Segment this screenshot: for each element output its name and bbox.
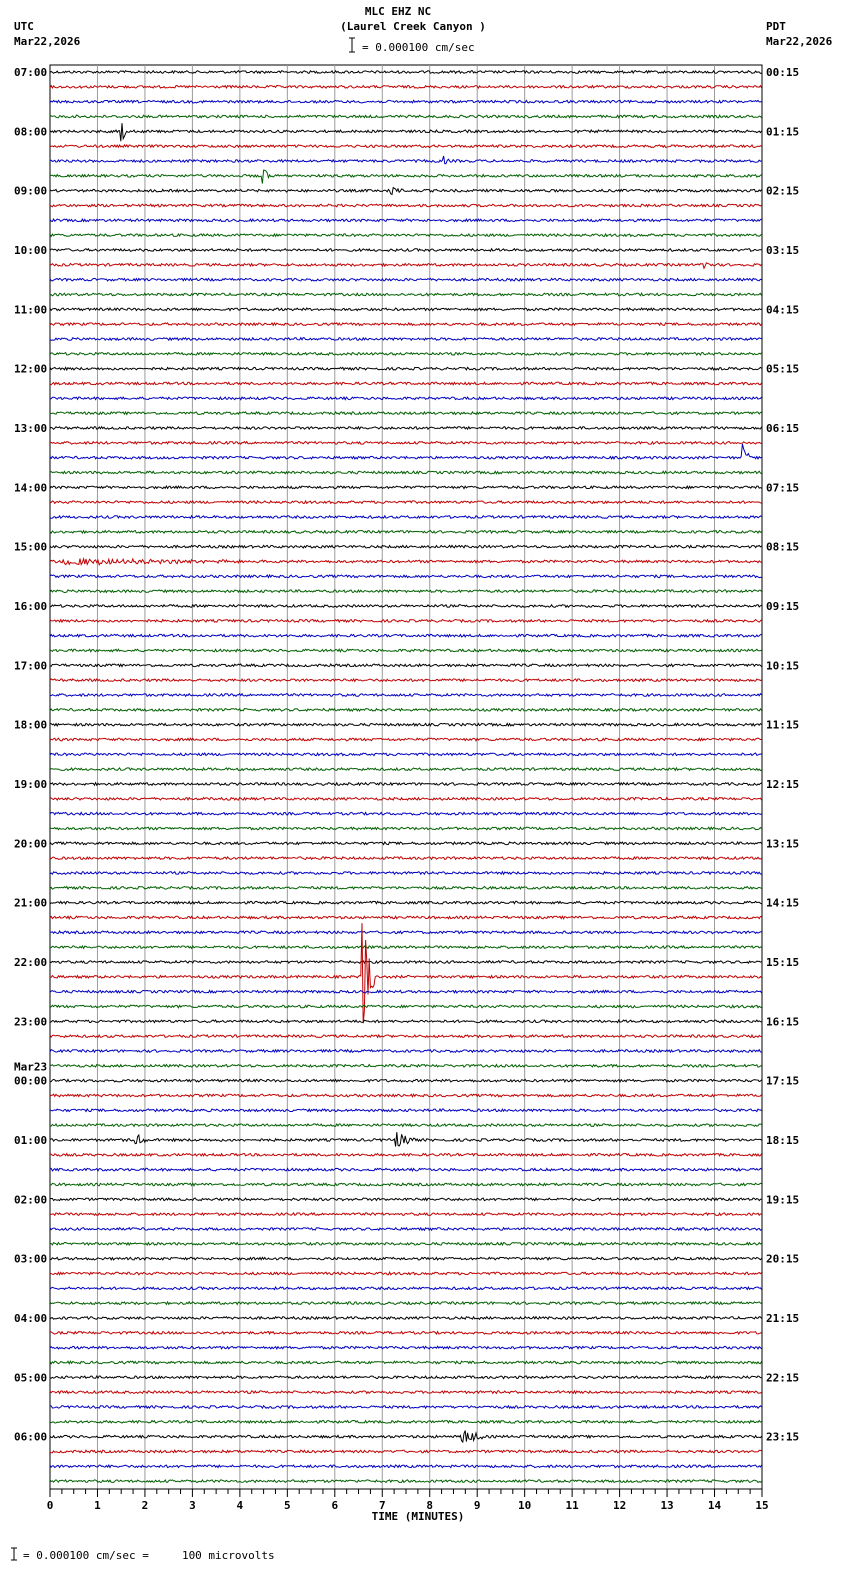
- pdt-hour-label: 06:15: [766, 421, 800, 435]
- x-tick-label: 10: [518, 1499, 532, 1512]
- trace-52: [50, 842, 762, 845]
- utc-hour-label: 12:00: [14, 362, 48, 376]
- trace-47: [50, 768, 762, 771]
- time-axis: [47, 1489, 769, 1512]
- pdt-hour-label: 16:15: [766, 1015, 800, 1029]
- pdt-hour-label: 15:15: [766, 955, 800, 969]
- trace-33: [50, 559, 762, 565]
- x-tick-label: 12: [612, 1499, 627, 1512]
- pdt-hour-label: 20:15: [766, 1252, 800, 1266]
- pdt-hour-label: 08:15: [766, 540, 800, 554]
- pdt-hour-label: 13:15: [766, 837, 800, 851]
- trace-14: [50, 278, 762, 281]
- trace-49: [50, 798, 762, 801]
- trace-40: [50, 664, 762, 667]
- pdt-hour-label: 05:15: [766, 362, 800, 376]
- x-tick-label: 7: [378, 1499, 386, 1512]
- trace-23: [50, 412, 762, 415]
- pdt-hour-label: 18:15: [766, 1133, 800, 1147]
- trace-65: [50, 1035, 762, 1038]
- utc-hour-label: 16:00: [14, 599, 48, 613]
- x-tick-label: 0: [46, 1499, 54, 1512]
- utc-hour-label: 15:00: [14, 540, 48, 554]
- trace-93: [50, 1450, 762, 1453]
- trace-94: [50, 1465, 762, 1468]
- trace-9: [50, 204, 762, 207]
- pdt-hour-label: 14:15: [766, 896, 800, 910]
- pdt-hour-labels: [766, 66, 799, 1444]
- trace-7: [50, 170, 762, 183]
- trace-13: [50, 263, 762, 269]
- pdt-hour-label: 01:15: [766, 125, 800, 139]
- trace-44: [50, 723, 762, 726]
- trace-12: [50, 249, 762, 252]
- trace-28: [50, 486, 762, 489]
- right-timezone: PDT: [766, 20, 786, 33]
- utc-hour-label: 07:00: [14, 66, 48, 79]
- x-tick-label: 13: [660, 1499, 674, 1512]
- trace-41: [50, 679, 762, 682]
- pdt-hour-label: 12:15: [766, 777, 800, 791]
- trace-82: [50, 1287, 762, 1290]
- left-timezone: UTC: [14, 20, 34, 33]
- utc-hour-label: 21:00: [14, 896, 48, 910]
- trace-16: [50, 308, 762, 311]
- trace-42: [50, 694, 762, 697]
- utc-hour-label: 04:00: [14, 1311, 48, 1325]
- utc-hour-label: 19:00: [14, 777, 48, 791]
- trace-87: [50, 1361, 762, 1364]
- trace-95: [50, 1480, 762, 1483]
- utc-hour-label: 08:00: [14, 125, 48, 139]
- trace-17: [50, 323, 762, 326]
- x-tick-label: 1: [94, 1499, 101, 1512]
- trace-0: [50, 71, 762, 74]
- utc-hour-label: 10:00: [14, 243, 48, 257]
- x-tick-label: 9: [473, 1499, 481, 1512]
- trace-60: [50, 961, 762, 964]
- trace-63: [50, 1005, 762, 1008]
- pdt-hour-label: 00:15: [766, 66, 800, 79]
- trace-86: [50, 1346, 762, 1349]
- trace-71: [50, 1124, 762, 1127]
- x-tick-label: 3: [189, 1499, 196, 1512]
- pdt-hour-label: 03:15: [766, 243, 800, 257]
- pdt-hour-label: 10:15: [766, 659, 800, 673]
- trace-30: [50, 516, 762, 519]
- trace-56: [50, 901, 762, 904]
- trace-20: [50, 367, 762, 370]
- trace-36: [50, 605, 762, 608]
- trace-22: [50, 397, 762, 400]
- trace-26: [50, 444, 762, 459]
- utc-hour-label: 05:00: [14, 1371, 48, 1385]
- trace-58: [50, 931, 762, 934]
- pdt-hour-label: 23:15: [766, 1430, 800, 1444]
- pdt-hour-label: 11:15: [766, 718, 800, 732]
- trace-90: [50, 1406, 762, 1409]
- trace-38: [50, 634, 762, 637]
- right-date: Mar22,2026: [766, 35, 833, 48]
- utc-hour-label: 20:00: [14, 837, 48, 851]
- trace-79: [50, 1243, 762, 1246]
- trace-70: [50, 1109, 762, 1112]
- trace-89: [50, 1391, 762, 1394]
- trace-68: [50, 1079, 762, 1082]
- trace-2: [50, 100, 762, 103]
- station-title: MLC EHZ NC: [364, 5, 432, 18]
- pdt-hour-label: 17:15: [766, 1074, 800, 1088]
- date-change-label: Mar23: [14, 1060, 48, 1074]
- trace-43: [50, 709, 762, 712]
- trace-73: [50, 1154, 762, 1157]
- trace-15: [50, 293, 762, 296]
- x-tick-label: 2: [141, 1499, 149, 1512]
- x-tick-label: 14: [707, 1499, 722, 1512]
- trace-29: [50, 501, 762, 504]
- trace-64: [50, 1020, 762, 1023]
- pdt-hour-label: 07:15: [766, 481, 800, 495]
- utc-hour-label: 11:00: [14, 303, 48, 317]
- trace-66: [50, 1050, 762, 1053]
- trace-61: [50, 923, 762, 1023]
- trace-50: [50, 812, 762, 815]
- x-tick-label: 4: [236, 1499, 244, 1512]
- x-tick-label: 15: [755, 1499, 769, 1512]
- trace-3: [50, 115, 762, 118]
- trace-80: [50, 1257, 762, 1260]
- scale-label: = 0.000100 cm/sec: [362, 41, 475, 54]
- utc-hour-label: 02:00: [14, 1193, 48, 1207]
- pdt-hour-label: 09:15: [766, 599, 800, 613]
- trace-78: [50, 1228, 762, 1231]
- x-tick-label: 5: [284, 1499, 291, 1512]
- utc-hour-label: 22:00: [14, 955, 48, 969]
- trace-34: [50, 575, 762, 578]
- trace-57: [50, 916, 762, 919]
- trace-81: [50, 1272, 762, 1275]
- trace-27: [50, 471, 762, 474]
- utc-hour-label: 00:00: [14, 1074, 48, 1088]
- footer-scale-note: = 0.000100 cm/sec = 100 microvolts: [23, 1549, 275, 1562]
- trace-5: [50, 145, 762, 148]
- utc-hour-label: 17:00: [14, 659, 48, 673]
- trace-55: [50, 887, 762, 890]
- trace-54: [50, 872, 762, 875]
- trace-59: [50, 946, 762, 949]
- utc-hour-label: 13:00: [14, 421, 48, 435]
- trace-51: [50, 827, 762, 830]
- trace-11: [50, 234, 762, 237]
- trace-72: [50, 1132, 762, 1146]
- pdt-hour-label: 21:15: [766, 1311, 800, 1325]
- pdt-hour-label: 19:15: [766, 1193, 800, 1207]
- trace-88: [50, 1376, 762, 1379]
- trace-62: [50, 990, 762, 993]
- trace-45: [50, 738, 762, 741]
- trace-18: [50, 338, 762, 341]
- x-tick-label: 8: [426, 1499, 434, 1512]
- trace-37: [50, 620, 762, 623]
- utc-hour-label: 09:00: [14, 184, 48, 198]
- trace-76: [50, 1198, 762, 1201]
- trace-35: [50, 590, 762, 593]
- pdt-hour-label: 02:15: [766, 184, 800, 198]
- trace-10: [50, 219, 762, 222]
- trace-8: [50, 188, 762, 195]
- pdt-hour-label: 22:15: [766, 1371, 800, 1385]
- utc-hour-label: 18:00: [14, 718, 48, 732]
- trace-74: [50, 1168, 762, 1171]
- trace-92: [50, 1431, 762, 1442]
- utc-hour-labels: [14, 66, 47, 1444]
- trace-77: [50, 1213, 762, 1216]
- trace-24: [50, 427, 762, 430]
- trace-32: [50, 545, 762, 548]
- x-tick-label: 6: [331, 1499, 339, 1512]
- trace-67: [50, 1065, 762, 1068]
- trace-4: [50, 123, 762, 141]
- trace-6: [50, 156, 762, 164]
- trace-53: [50, 857, 762, 860]
- trace-83: [50, 1302, 762, 1305]
- utc-hour-label: 06:00: [14, 1430, 48, 1444]
- trace-91: [50, 1421, 762, 1424]
- trace-21: [50, 382, 762, 385]
- utc-hour-label: 23:00: [14, 1015, 48, 1029]
- pdt-hour-label: 04:15: [766, 303, 800, 317]
- trace-85: [50, 1332, 762, 1335]
- location-subtitle: (Laurel Creek Canyon ): [340, 20, 486, 33]
- trace-69: [50, 1094, 762, 1097]
- trace-39: [50, 649, 762, 652]
- trace-75: [50, 1183, 762, 1186]
- trace-84: [50, 1317, 762, 1320]
- left-date: Mar22,2026: [14, 35, 81, 48]
- x-tick-label: 11: [565, 1499, 579, 1512]
- trace-1: [50, 86, 762, 89]
- trace-46: [50, 753, 762, 756]
- seismic-traces: [50, 71, 762, 1483]
- utc-hour-label: 01:00: [14, 1133, 48, 1147]
- trace-48: [50, 783, 762, 786]
- trace-25: [50, 442, 762, 445]
- utc-hour-label: 03:00: [14, 1252, 48, 1266]
- x-axis-label: TIME (MINUTES): [371, 1510, 465, 1523]
- trace-19: [50, 353, 762, 356]
- trace-31: [50, 531, 762, 534]
- utc-hour-label: 14:00: [14, 481, 48, 495]
